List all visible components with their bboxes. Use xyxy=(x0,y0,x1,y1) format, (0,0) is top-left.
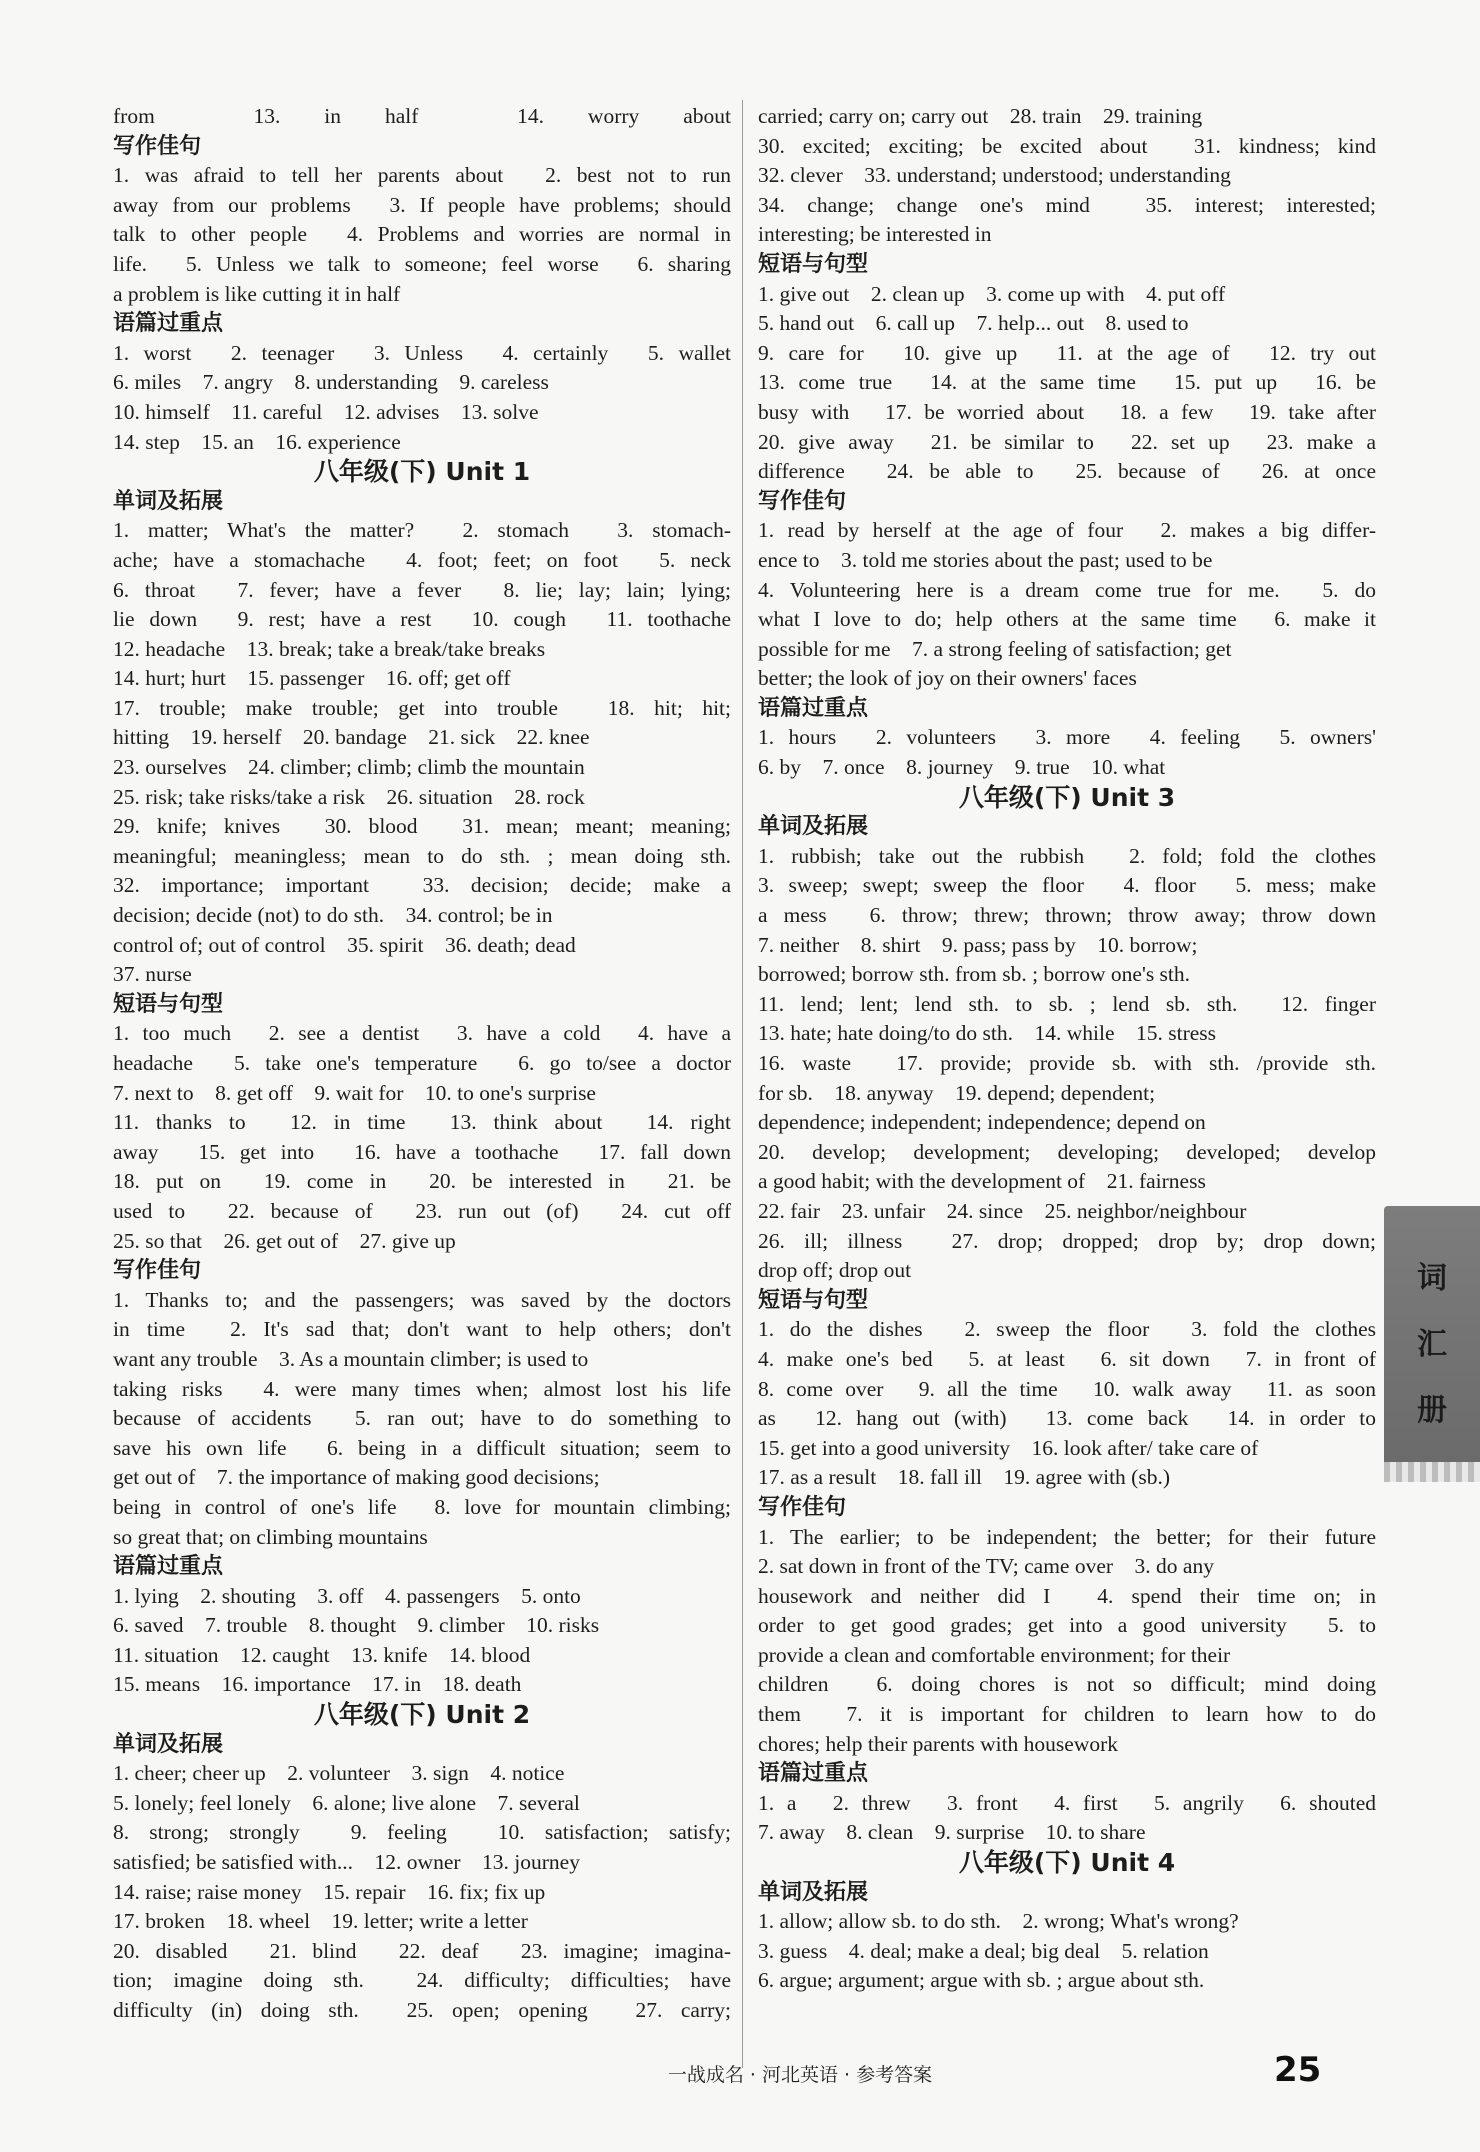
section-heading: 语篇过重点 xyxy=(758,1761,869,1787)
unit-title: 八年级(下) Unit 2 xyxy=(313,1700,531,1730)
answer-line: 1. was afraid to tell her parents about 2. best not to run xyxy=(113,163,731,188)
answer-line: 8. strong; strongly 9. feeling 10. satisfaction; satisfy; xyxy=(113,1820,731,1845)
answer-line: tion; imagine doing sth. 24. difficulty; difficulties; have xyxy=(113,1968,731,1993)
answer-line: 7. away 8. clean 9. surprise 10. to share xyxy=(758,1820,1146,1845)
answer-line: 9. care for 10. give up 11. at the age of 12. try out xyxy=(758,340,1376,365)
column-divider xyxy=(742,100,743,2068)
answer-line: drop off; drop out xyxy=(758,1258,912,1283)
answer-line: 5. lonely; feel lonely 6. alone; live alone 7. several xyxy=(113,1790,580,1815)
answer-line: 17. as a result 18. fall ill 19. agree with (sb.) xyxy=(758,1465,1170,1490)
answer-line: 13. come true 14. at the same time 15. put up 16. be xyxy=(758,370,1376,395)
section-heading: 单词及拓展 xyxy=(758,814,869,840)
answer-line: ache; have a stomachache 4. foot; feet; on foot 5. neck xyxy=(113,547,731,572)
side-tab-strip xyxy=(1384,1462,1480,1482)
section-heading: 写作佳句 xyxy=(113,1258,202,1284)
answer-line: 11. thanks to 12. in time 13. think about 14. right xyxy=(113,1110,731,1135)
answer-line: 1. The earlier; to be independent; the better; for their future xyxy=(758,1524,1376,1549)
answer-line: children 6. doing chores is not so difficult; mind doing xyxy=(758,1672,1376,1697)
answer-line: 1. cheer; cheer up 2. volunteer 3. sign 4. notice xyxy=(113,1761,565,1786)
answer-line: 8. come over 9. all the time 10. walk away 11. as soon xyxy=(758,1376,1376,1401)
answer-line: 6. by 7. once 8. journey 9. true 10. what xyxy=(758,755,1166,780)
answer-line: 1. allow; allow sb. to do sth. 2. wrong; What's wrong? xyxy=(758,1909,1239,1934)
answer-line: 25. risk; take risks/take a risk 26. situation 28. rock xyxy=(113,784,585,809)
answer-line: 7. neither 8. shirt 9. pass; pass by 10. borrow; xyxy=(758,932,1198,957)
section-heading: 写作佳句 xyxy=(758,1494,847,1520)
section-heading: 单词及拓展 xyxy=(113,488,224,514)
answer-line: 14. raise; raise money 15. repair 16. fix; fix up xyxy=(113,1879,546,1904)
answer-line: 17. broken 18. wheel 19. letter; write a letter xyxy=(113,1909,528,1934)
answer-line: 3. guess 4. deal; make a deal; big deal 5. relation xyxy=(758,1938,1209,1963)
answer-line: for sb. 18. anyway 19. depend; dependent; xyxy=(758,1080,1156,1105)
answer-line: life. 5. Unless we talk to someone; feel worse 6. sharing xyxy=(113,251,731,276)
answer-line: hitting 19. herself 20. bandage 21. sick 22. knee xyxy=(113,725,590,750)
section-heading: 语篇过重点 xyxy=(758,695,869,721)
unit-title: 八年级(下) Unit 3 xyxy=(958,782,1176,812)
section-heading: 短语与句型 xyxy=(758,251,869,277)
answer-line: 6. saved 7. trouble 8. thought 9. climber 10. risks xyxy=(113,1613,600,1638)
section-heading: 写作佳句 xyxy=(113,133,202,159)
answer-line: possible for me 7. a strong feeling of satisfaction; get xyxy=(758,636,1232,661)
answer-line: borrowed; borrow sth. from sb. ; borrow one's sth. xyxy=(758,962,1191,987)
answer-line: 32. importance; important 33. decision; decide; make a xyxy=(113,873,731,898)
answer-line: chores; help their parents with housework xyxy=(758,1731,1119,1756)
answer-line: 13. hate; hate doing/to do sth. 14. while 15. stress xyxy=(758,1021,1217,1046)
side-tab xyxy=(1384,1206,1480,1476)
answer-line: provide a clean and comfortable environment; for their xyxy=(758,1642,1231,1667)
answer-line: meaningful; meaningless; mean to do sth. ; mean doing sth. xyxy=(113,843,731,868)
right-column xyxy=(758,102,1376,1996)
answer-line: get out of 7. the importance of making good decisions; xyxy=(113,1465,600,1490)
section-heading: 语篇过重点 xyxy=(113,311,224,337)
footer-text: 一战成名 · 河北英语 · 参考答案 xyxy=(667,2064,933,2086)
answer-line: 5. hand out 6. call up 7. help... out 8. used to xyxy=(758,311,1189,336)
answer-line: 2. sat down in front of the TV; came over 3. do any xyxy=(758,1554,1214,1579)
section-heading: 写作佳句 xyxy=(758,488,847,514)
answer-line: interesting; be interested in xyxy=(758,222,992,247)
answer-line: better; the look of joy on their owners' faces xyxy=(758,666,1137,691)
answer-line: ence to 3. told me stories about the past; used to be xyxy=(758,547,1213,572)
answer-line: 32. clever 33. understand; understood; understanding xyxy=(758,163,1231,188)
answer-line: difference 24. be able to 25. because of 26. at once xyxy=(758,459,1376,484)
answer-line: headache 5. take one's temperature 6. go to/see a doctor xyxy=(113,1051,731,1075)
answer-line: them 7. it is important for children to learn how to do xyxy=(758,1702,1376,1727)
answer-line: 6. throat 7. fever; have a fever 8. lie; lay; lain; lying; xyxy=(113,577,731,602)
answer-line: 1. rubbish; take out the rubbish 2. fold; fold the clothes xyxy=(758,843,1376,868)
answer-line: want any trouble 3. As a mountain climber; is used to xyxy=(113,1346,589,1371)
section-heading: 短语与句型 xyxy=(758,1287,869,1313)
answer-line: 4. Volunteering here is a dream come true for me. 5. do xyxy=(758,577,1376,602)
answer-line: 1. a 2. threw 3. front 4. first 5. angrily 6. shouted xyxy=(758,1790,1376,1815)
side-tab-char: 汇 xyxy=(1417,1327,1447,1362)
section-heading: 语篇过重点 xyxy=(113,1554,224,1580)
answer-line: 18. put on 19. come in 20. be interested in 21. be xyxy=(113,1169,731,1194)
answer-line: in time 2. It's sad that; don't want to help others; don't xyxy=(113,1317,731,1342)
answer-line: away 15. get into 16. have a toothache 17. fall down xyxy=(113,1139,731,1164)
answer-line: 14. hurt; hurt 15. passenger 16. off; get off xyxy=(113,666,511,691)
answer-line: talk to other people 4. Problems and worries are normal in xyxy=(113,222,731,247)
answer-line: 11. lend; lent; lend sth. to sb. ; lend sb. sth. 12. finger xyxy=(758,991,1376,1016)
answer-line: 34. change; change one's mind 35. interest; interested; xyxy=(758,192,1376,217)
answer-line: what I love to do; help others at the same time 6. make it xyxy=(758,607,1376,632)
answer-line: dependence; independent; independence; depend on xyxy=(758,1110,1206,1135)
section-heading: 短语与句型 xyxy=(113,991,224,1017)
answer-line: 1. matter; What's the matter? 2. stomach 3. stomach- xyxy=(113,518,731,543)
answer-line: being in control of one's life 8. love for mountain climbing; xyxy=(113,1494,731,1519)
answer-line: 1. give out 2. clean up 3. come up with 4. put off xyxy=(758,281,1226,306)
answer-line: because of accidents 5. ran out; have to do something to xyxy=(113,1406,731,1431)
section-heading: 单词及拓展 xyxy=(113,1731,224,1757)
answer-line: away from our problems 3. If people have problems; should xyxy=(113,192,731,217)
answer-line: used to 22. because of 23. run out (of) 24. cut off xyxy=(113,1198,731,1223)
answer-line: 15. get into a good university 16. look after/ take care of xyxy=(758,1435,1259,1460)
answer-line: as 12. hang out (with) 13. come back 14. in order to xyxy=(758,1406,1376,1431)
answer-line: 1. Thanks to; and the passengers; was saved by the doctors xyxy=(113,1287,731,1312)
answer-line: 1. do the dishes 2. sweep the floor 3. fold the clothes xyxy=(758,1317,1376,1342)
answer-line: from 13. in half 14. worry about xyxy=(113,104,731,128)
answer-line: housework and neither did I 4. spend their time on; in xyxy=(758,1583,1376,1608)
section-heading: 单词及拓展 xyxy=(758,1879,869,1905)
unit-title: 八年级(下) Unit 4 xyxy=(958,1848,1176,1878)
answer-line: 37. nurse xyxy=(113,962,192,987)
answer-line: control of; out of control 35. spirit 36. death; dead xyxy=(113,932,576,957)
answer-line: 3. sweep; swept; sweep the floor 4. floor 5. mess; make xyxy=(758,873,1376,898)
side-tab-char: 词 xyxy=(1417,1261,1447,1296)
answer-line: 20. develop; development; developing; developed; develop xyxy=(758,1139,1376,1164)
answer-line: 30. excited; exciting; be excited about 31. kindness; kind xyxy=(758,133,1376,158)
answer-line: 22. fair 23. unfair 24. since 25. neighbor/neighbour xyxy=(758,1198,1247,1223)
answer-line: 12. headache 13. break; take a break/take breaks xyxy=(113,636,546,661)
answer-line: 1. worst 2. teenager 3. Unless 4. certainly 5. wallet xyxy=(113,340,731,365)
answer-line: 17. trouble; make trouble; get into trouble 18. hit; hit; xyxy=(113,695,731,720)
answer-line: busy with 17. be worried about 18. a few 19. take after xyxy=(758,399,1376,424)
answer-line: 6. argue; argument; argue with sb. ; argue about sth. xyxy=(758,1968,1205,1993)
side-tab-char: 册 xyxy=(1417,1393,1447,1428)
answer-line: 11. situation 12. caught 13. knife 14. blood xyxy=(113,1642,531,1667)
answer-line: a problem is like cutting it in half xyxy=(113,281,401,306)
answer-line: 4. make one's bed 5. at least 6. sit down 7. in front of xyxy=(758,1346,1376,1371)
answer-line: 10. himself 11. careful 12. advises 13. solve xyxy=(113,399,539,424)
answer-line: 1. too much 2. see a dentist 3. have a cold 4. have a xyxy=(113,1021,731,1046)
answer-line: taking risks 4. were many times when; almost lost his life xyxy=(113,1376,731,1401)
answer-line: decision; decide (not) to do sth. 34. control; be in xyxy=(113,903,553,928)
answer-line: a mess 6. throw; threw; thrown; throw away; throw down xyxy=(758,903,1376,928)
answer-line: difficulty (in) doing sth. 25. open; opening 27. carry; xyxy=(113,1998,731,2022)
answer-line: so great that; on climbing mountains xyxy=(113,1524,428,1549)
answer-line: 1. read by herself at the age of four 2. makes a big differ- xyxy=(758,518,1376,543)
answer-line: 23. ourselves 24. climber; climb; climb the mountain xyxy=(113,755,585,780)
answer-line: 15. means 16. importance 17. in 18. death xyxy=(113,1672,522,1697)
answer-line: 25. so that 26. get out of 27. give up xyxy=(113,1228,456,1253)
answer-line: 26. ill; illness 27. drop; dropped; drop by; drop down; xyxy=(758,1228,1376,1253)
answer-line: 29. knife; knives 30. blood 31. mean; meant; meaning; xyxy=(113,814,731,839)
answer-line: 16. waste 17. provide; provide sb. with sth. /provide sth. xyxy=(758,1051,1376,1075)
answer-line: 6. miles 7. angry 8. understanding 9. careless xyxy=(113,370,549,395)
answer-line: lie down 9. rest; have a rest 10. cough 11. toothache xyxy=(113,607,731,632)
answer-line: 7. next to 8. get off 9. wait for 10. to one's surprise xyxy=(113,1080,596,1105)
answer-line: satisfied; be satisfied with... 12. owner 13. journey xyxy=(113,1850,580,1875)
answer-line: 14. step 15. an 16. experience xyxy=(113,429,401,454)
answer-line: a good habit; with the development of 21. fairness xyxy=(758,1169,1206,1194)
answer-line: 1. hours 2. volunteers 3. more 4. feeling 5. owners' xyxy=(758,725,1376,750)
answer-line: 20. give away 21. be similar to 22. set up 23. make a xyxy=(758,429,1376,454)
answer-line: carried; carry on; carry out 28. train 29. training xyxy=(758,104,1203,128)
page-footer xyxy=(0,2050,1480,2110)
unit-title: 八年级(下) Unit 1 xyxy=(313,457,531,487)
answer-line: 1. lying 2. shouting 3. off 4. passengers 5. onto xyxy=(113,1583,581,1608)
page-number: 25 xyxy=(1274,2050,1322,2090)
left-column xyxy=(113,102,731,2026)
answer-line: save his own life 6. being in a difficult situation; seem to xyxy=(113,1435,731,1460)
answer-line: 20. disabled 21. blind 22. deaf 23. imagine; imagina- xyxy=(113,1938,731,1963)
answer-line: order to get good grades; get into a good university 5. to xyxy=(758,1613,1376,1638)
